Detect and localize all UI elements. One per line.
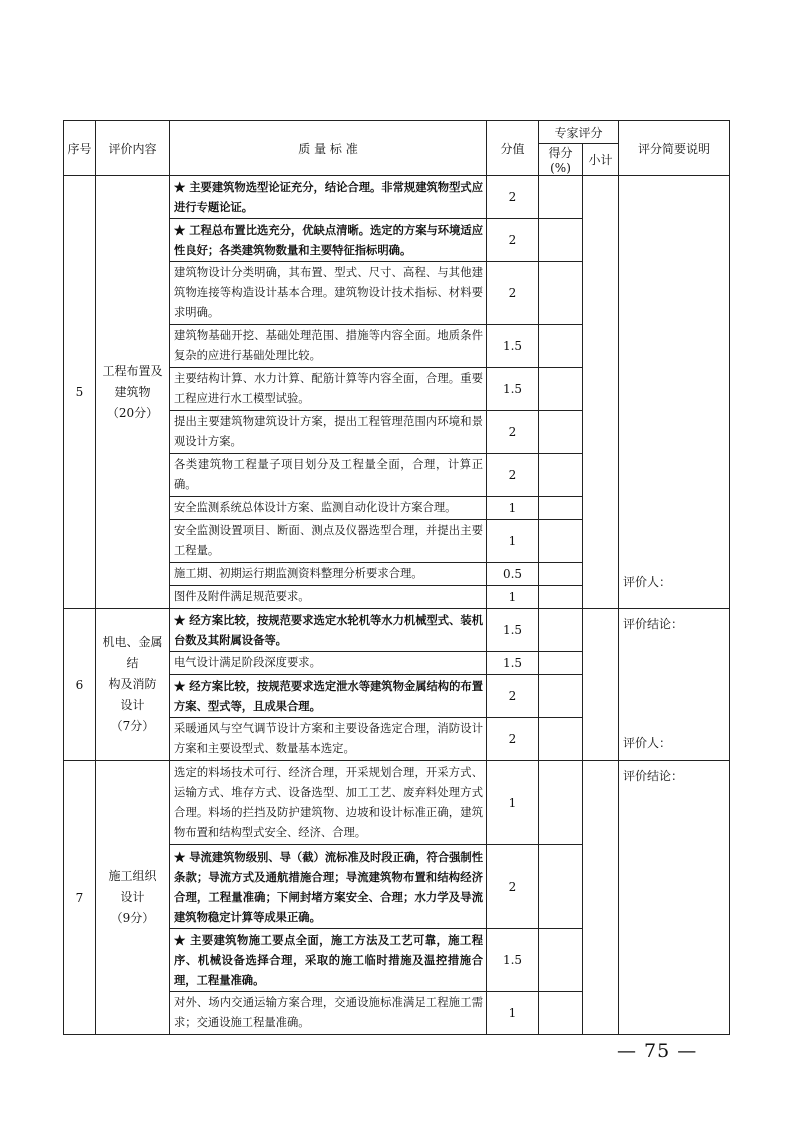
- subtotal-cell[interactable]: [583, 176, 619, 609]
- table-row: [64, 609, 730, 652]
- quality-standard: ★ 主要建筑物施工要点全面，施工方法及工艺可靠，施工程序、机械设备选择合理，采取的施工临时措施及温控措施合理，工程量准确。: [170, 929, 487, 992]
- section-number: 6: [64, 609, 96, 761]
- quality-standard: 对外、场内交通运输方案合理，交通设施标准满足工程施工需求；交通设施工程量准确。: [170, 992, 487, 1035]
- table-body: [64, 176, 730, 1035]
- header-item: 评价内容: [96, 121, 170, 176]
- score-value: 2: [487, 675, 539, 718]
- header-no: 序号: [64, 121, 96, 176]
- score-value: 1.5: [487, 368, 539, 411]
- score-value: 1: [487, 992, 539, 1035]
- evaluation-table: [63, 120, 730, 1035]
- header-note: 评分简要说明: [619, 121, 730, 176]
- score-value: 1.5: [487, 652, 539, 675]
- rater-label: 评价人：: [623, 575, 672, 589]
- score-got-cell[interactable]: [539, 325, 583, 368]
- score-value: 2: [487, 718, 539, 761]
- quality-standard: 提出主要建筑物建筑设计方案，提出工程管理范围内环境和景观设计方案。: [170, 411, 487, 454]
- quality-standard: 采暖通风与空气调节设计方案和主要设备选定合理，消防设计方案和主要设型式、数量基本选定。: [170, 718, 487, 761]
- section-number: 5: [64, 176, 96, 609]
- evaluation-sheet: [63, 120, 729, 1035]
- table-row: [64, 176, 730, 219]
- score-got-cell[interactable]: [539, 992, 583, 1035]
- quality-standard: 建筑物基础开挖、基础处理范围、措施等内容全面。地质条件复杂的应进行基础处理比较。: [170, 325, 487, 368]
- score-got-cell[interactable]: [539, 219, 583, 262]
- score-got-cell[interactable]: [539, 262, 583, 325]
- quality-standard: ★ 经方案比较，按规范要求选定水轮机等水力机械型式、装机台数及其附属设备等。: [170, 609, 487, 652]
- section-number: 7: [64, 761, 96, 1035]
- score-got-cell[interactable]: [539, 718, 583, 761]
- quality-standard: 图件及附件满足规范要求。: [170, 586, 487, 609]
- quality-standard: 各类建筑物工程量子项目划分及工程量全面，合理，计算正确。: [170, 454, 487, 497]
- score-got-cell[interactable]: [539, 609, 583, 652]
- section-item-line: 建筑物: [114, 384, 151, 399]
- section-item-line: （7分）: [110, 719, 155, 733]
- score-value: 2: [487, 411, 539, 454]
- score-got-cell[interactable]: [539, 586, 583, 609]
- score-got-cell[interactable]: [539, 563, 583, 586]
- quality-standard: 主要结构计算、水力计算、配筋计算等内容全面，合理。重要工程应进行水工模型试验。: [170, 368, 487, 411]
- section-item-line: 施工组织: [108, 869, 157, 883]
- score-got-cell[interactable]: [539, 411, 583, 454]
- quality-standard: ★ 主要建筑物选型论证充分，结论合理。非常规建筑物型式应进行专题论证。: [170, 176, 487, 219]
- score-value: 1.5: [487, 325, 539, 368]
- score-value: 0.5: [487, 563, 539, 586]
- score-got-cell[interactable]: [539, 652, 583, 675]
- quality-standard: 安全监测设置项目、断面、测点及仪器选型合理，并提出主要工程量。: [170, 520, 487, 563]
- section-item-line: 工程布置及: [102, 363, 163, 378]
- header-got: 得分(%): [539, 144, 583, 176]
- score-value: 2: [487, 454, 539, 497]
- note-cell[interactable]: [619, 761, 730, 1035]
- header-expert: 专家评分: [539, 121, 619, 144]
- section-item-line: 设计: [120, 890, 145, 904]
- score-got-cell[interactable]: [539, 761, 583, 845]
- score-value: 1.5: [487, 609, 539, 652]
- score-value: 2: [487, 176, 539, 219]
- score-got-cell[interactable]: [539, 675, 583, 718]
- header-score: 分值: [487, 121, 539, 176]
- score-got-cell[interactable]: [539, 454, 583, 497]
- evaluation-conclusion-label: 评价结论：: [623, 617, 684, 631]
- section-item-line: （20分）: [106, 405, 159, 420]
- section-item-line: 构及消防: [108, 677, 157, 691]
- score-value: 1: [487, 520, 539, 563]
- score-value: 1: [487, 586, 539, 609]
- quality-standard: 施工期、初期运行期监测资料整理分析要求合理。: [170, 563, 487, 586]
- header-subtotal: 小计: [583, 144, 619, 176]
- score-value: 1: [487, 761, 539, 845]
- table-row: [64, 761, 730, 845]
- quality-standard: ★ 工程总布置比选充分，优缺点清晰。选定的方案与环境适应性良好；各类建筑物数量和主要特征指标明确。: [170, 219, 487, 262]
- score-value: 2: [487, 219, 539, 262]
- section-item: [96, 609, 170, 761]
- score-got-cell[interactable]: [539, 368, 583, 411]
- section-item: [96, 176, 170, 609]
- quality-standard: 电气设计满足阶段深度要求。: [170, 652, 487, 675]
- quality-standard: ★ 经方案比较，按规范要求选定泄水等建筑物金属结构的布置方案、型式等，且成果合理。: [170, 675, 487, 718]
- score-value: 1.5: [487, 929, 539, 992]
- score-got-cell[interactable]: [539, 497, 583, 520]
- quality-standard: 选定的料场技术可行、经济合理，开采规划合理，开采方式、运输方式、堆存方式、设备选型、加工工艺、废弃料处理方式合理。料场的拦挡及防护建筑物、边坡和设计标准正确，建筑物布置和结构型式安全、经济、合理。: [170, 761, 487, 845]
- score-got-cell[interactable]: [539, 845, 583, 929]
- page-number: — 75 —: [617, 1040, 698, 1062]
- score-value: 1: [487, 497, 539, 520]
- subtotal-cell[interactable]: [583, 761, 619, 1035]
- score-value: 2: [487, 845, 539, 929]
- section-item-line: 机电、金属结: [102, 635, 163, 670]
- quality-standard: 安全监测系统总体设计方案、监测自动化设计方案合理。: [170, 497, 487, 520]
- quality-standard: ★ 导流建筑物级别、导（截）流标准及时段正确，符合强制性条款；导流方式及通航措施合理；导流建筑物布置和结构经济合理，工程量准确；下闸封堵方案安全、合理；水力学及导流建筑物稳定计算等成果正确。: [170, 845, 487, 929]
- section-item: [96, 761, 170, 1035]
- evaluation-conclusion-label: 评价结论：: [623, 769, 684, 783]
- section-item-line: （9分）: [110, 911, 155, 925]
- score-value: 2: [487, 262, 539, 325]
- section-item-line: 设计: [120, 698, 145, 712]
- header-row: [64, 121, 730, 144]
- score-got-cell[interactable]: [539, 929, 583, 992]
- subtotal-cell[interactable]: [583, 609, 619, 761]
- rater-label: 评价人：: [623, 736, 672, 750]
- note-cell[interactable]: [619, 176, 730, 609]
- quality-standard: 建筑物设计分类明确，其布置、型式、尺寸、高程、与其他建筑物连接等构造设计基本合理。建筑物设计技术指标、材料要求明确。: [170, 262, 487, 325]
- header-standard: 质 量 标 准: [170, 121, 487, 176]
- note-cell[interactable]: [619, 609, 730, 761]
- score-got-cell[interactable]: [539, 176, 583, 219]
- score-got-cell[interactable]: [539, 520, 583, 563]
